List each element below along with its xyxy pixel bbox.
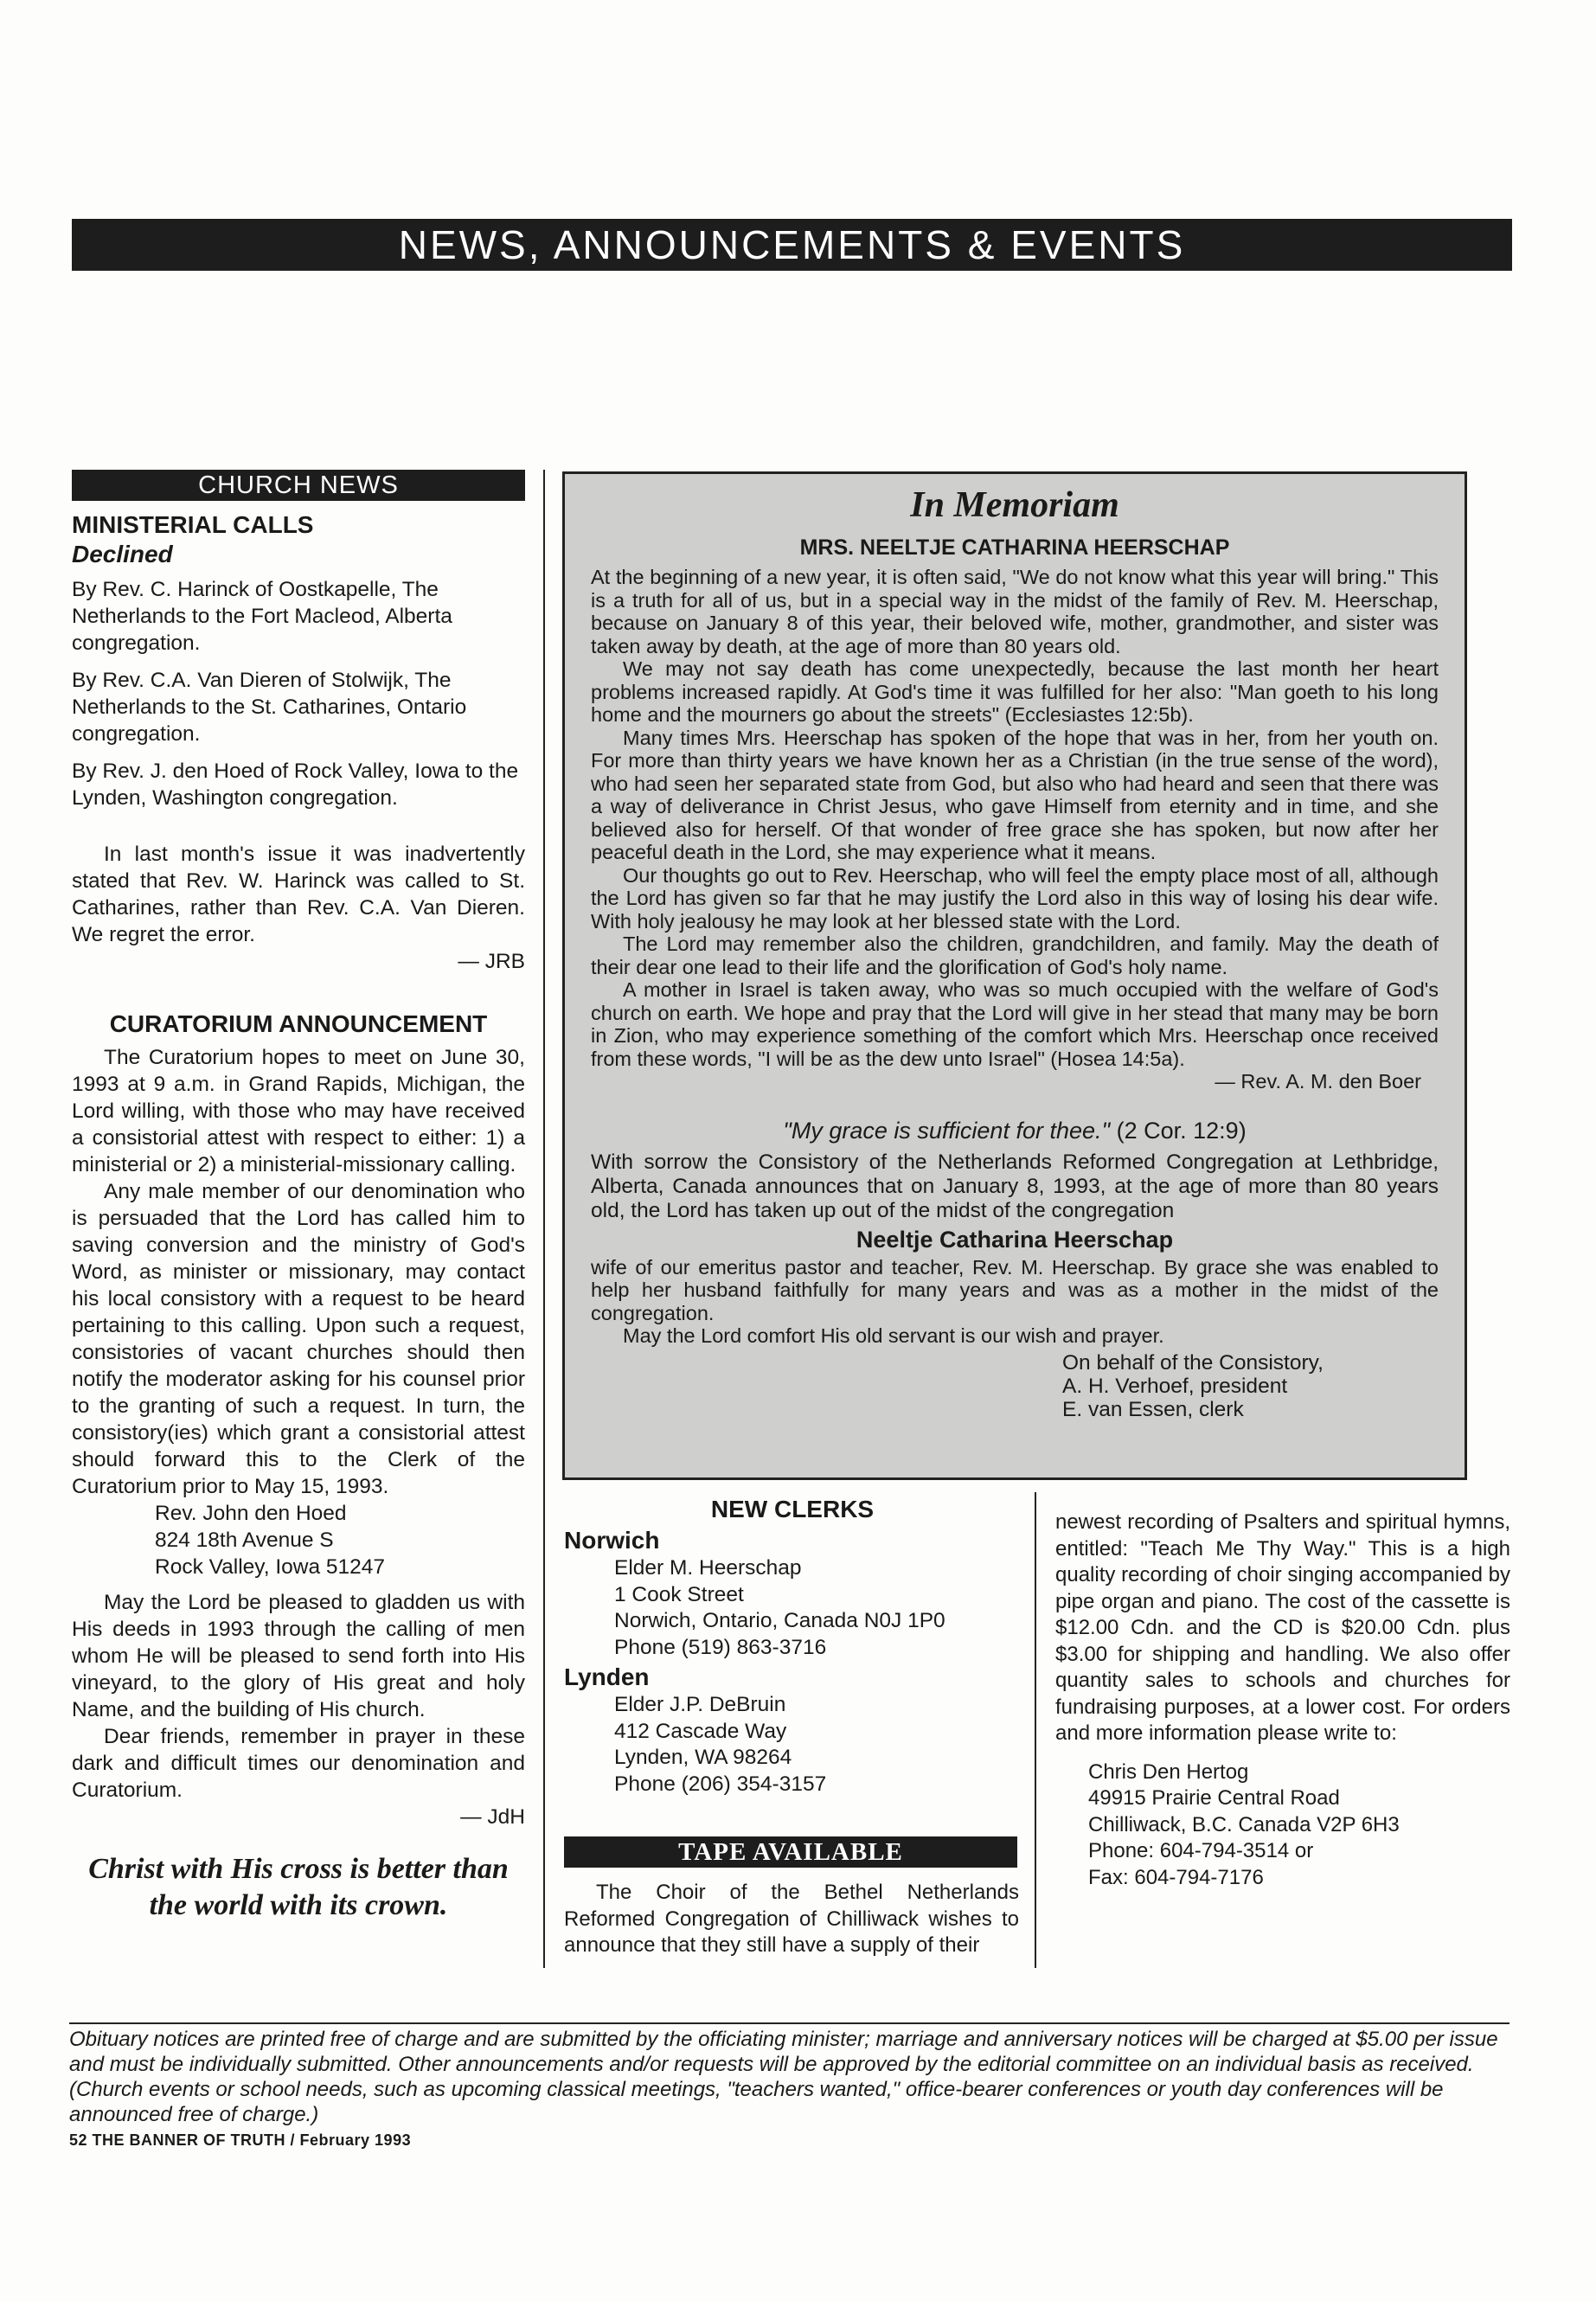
verse-reference: (2 Cor. 12:9) (1116, 1117, 1247, 1144)
left-column (72, 510, 525, 1924)
signature-jrb: — JRB (458, 950, 525, 973)
call-item: By Rev. C.A. Van Dieren of Stolwijk, The Netherlands to the St. Catharines, Ontario congregation. (72, 669, 467, 746)
ministerial-calls-heading: MINISTERIAL CALLS (72, 511, 314, 538)
curatorium-paragraph: Any male member of our denomination who is persuaded that the Lord has called him to saving conversion and the ministry of God's Word, as minister or missionary, may contact his local consistory with a request to be heard pertaining to this calling. Upon such a request, consistories of vacant churches should then notify the moderator asking for his counsel prior to the granting of such a request. In turn, the consistory(ies) which grant a consistorial attest should forward this to the Clerk of the Curatorium prior to May 15, 1993. (72, 1180, 525, 1498)
memoriam-title: In Memoriam (910, 485, 1119, 525)
memoriam-paragraph: Our thoughts go out to Rev. Heerschap, who will feel the empty place most of all, although the Lord has given so far that he may justify the Lord also in this way of losing his dear wife. With holy jealousy he may look at her blessed state with the Lord. (591, 863, 1439, 933)
church-news-bar: CHURCH NEWS (72, 470, 525, 501)
lynden-address (564, 1692, 1021, 1798)
scripture-verse (591, 1116, 1439, 1145)
consistory-notice: May the Lord comfort His old servant is our wish and prayer. (623, 1324, 1164, 1347)
consistory-notice: With sorrow the Consistory of the Netherlands Reformed Congregation at Lethbridge, Alberta, Canada announces that on January 8, 1993, at the age of more than 80 years old, the Lord has taken up out of the midst of the congregation (591, 1150, 1439, 1222)
tape-paragraph-2: newest recording of Psalters and spiritual hymns, entitled: "Teach Me Thy Way." This is a high quality recording of choir singing accompanied by pipe organ and piano. The cost of the cassette is $12.00 Cdn. and the CD is $20.00 Cdn. plus $3.00 for shipping and handling. We also offer quantity sales to schools and churches for fundraising purposes, at a lower cost. For orders and more information please write to: (1055, 1510, 1510, 1745)
tape-available-bar: TAPE AVAILABLE (564, 1836, 1017, 1868)
memoriam-paragraph: Many times Mrs. Heerschap has spoken of the hope that was in her, from her youth on. For more than thirty years we have known her as a Christian (in the true sense of the word), who had seen her separated state from God, but also who had heard and seen that there was a way of deliverance in Christ Jesus, who gave Himself from eternity and in time, and she believed also for herself. Of that wonder of free grace she has spoken, but now after her peaceful death in the Lord, she may experience what it means. (591, 726, 1439, 863)
address-line: Phone (519) 863-3716 (614, 1635, 827, 1659)
address-block (72, 1500, 525, 1580)
lynden-heading: Lynden (564, 1663, 650, 1690)
column-divider (1035, 1492, 1036, 1968)
address-line: 412 Cascade Way (614, 1719, 787, 1743)
call-item: By Rev. J. den Hoed of Rock Valley, Iowa to the Lynden, Washington congregation. (72, 760, 519, 810)
memoriam-paragraph: The Lord may remember also the children, grandchildren, and family. May the death of their dear one lead to their life and the glorification of God's holy name. (591, 933, 1439, 978)
curatorium-paragraph: May the Lord be pleased to gladden us with His deeds in 1993 through the calling of men whom He will be pleased to send forth into His vineyard, to the glory of His great and holy Name, and the building of His church. (72, 1591, 525, 1721)
call-item: By Rev. C. Harinck of Oostkapelle, The Netherlands to the Fort Macleod, Alberta congregation. (72, 578, 452, 655)
curatorium-paragraph: The Curatorium hopes to meet on June 30, 1993 at 9 a.m. in Grand Rapids, Michigan, the Lord willing, with those who may have received a consistorial attest with respect to either: 1) a ministerial or 2) a ministerial-missionary calling. (72, 1046, 525, 1176)
memoriam-paragraph: At the beginning of a new year, it is often said, "We do not know what this year will bring." This is a truth for all of us, but in a special way in the midst of the family of Rev. M. Heerschap, because on January 8 of this year, their beloved wife, mother, grandmother, and sister was taken away by death, at the age of more than 80 years old. (591, 566, 1439, 657)
new-clerks-section (564, 1495, 1021, 1798)
slogan: Christ with His cross is better than the world with its crown. (88, 1853, 509, 1921)
address-line: Elder M. Heerschap (614, 1556, 802, 1580)
tape-contact (1055, 1759, 1510, 1892)
norwich-address (564, 1555, 1021, 1661)
correction-note: In last month's issue it was inadvertently stated that Rev. W. Harinck was called to St. Catharines, rather than Rev. C.A. Van Dieren. We regret the error. (72, 843, 525, 946)
address-line: Elder J.P. DeBruin (614, 1693, 786, 1716)
footer-rule (69, 2022, 1509, 2024)
behalf-line: A. H. Verhoef, president (1062, 1374, 1288, 1398)
tape-continued (1055, 1509, 1510, 1891)
verse-text: "My grace is sufficient for thee." (783, 1117, 1111, 1144)
curatorium-paragraph: Dear friends, remember in prayer in these dark and difficult times our denomination and Curatorium. (72, 1725, 525, 1802)
contact-line: Fax: 604-794-7176 (1088, 1865, 1264, 1889)
new-clerks-heading: NEW CLERKS (710, 1496, 875, 1522)
deceased-name: Neeltje Catharina Heerschap (856, 1226, 1174, 1253)
behalf-line: E. van Essen, clerk (1062, 1397, 1244, 1421)
consistory-notice: wife of our emeritus pastor and teacher, Rev. M. Heerschap. By grace she was enabled to help her husband faithfully for many years and was as a mother in the midst of the congregation. (591, 1255, 1439, 1324)
behalf-line: On behalf of the Consistory, (1062, 1350, 1324, 1375)
behalf-block (591, 1351, 1439, 1421)
address-line: 824 18th Avenue S (155, 1529, 334, 1552)
memoriam-signature: — Rev. A. M. den Boer (1215, 1070, 1421, 1093)
memoriam-paragraph: A mother in Israel is taken away, who was so much occupied with the welfare of God's church on earth. We hope and pray that the Lord will give in her stead that many may be born in Zion, who may experience something of the comfort which Mrs. Heerschap once received from these words, "I will be as the dew unto Israel" (Hosea 14:5a). (591, 978, 1439, 1070)
address-line: Rock Valley, Iowa 51247 (155, 1555, 386, 1579)
address-line: Phone (206) 354-3157 (614, 1772, 827, 1796)
memoriam-name: MRS. NEELTJE CATHARINA HEERSCHAP (799, 535, 1230, 560)
page-footer-line: 52 THE BANNER OF TRUTH / February 1993 (69, 2131, 412, 2149)
in-memoriam-box (562, 471, 1467, 1480)
column-divider (543, 470, 545, 1968)
contact-line: Phone: 604-794-3514 or (1088, 1839, 1314, 1862)
memoriam-paragraph: We may not say death has come unexpectedly, because the last month her heart problems increased rapidly. At God's time it was fulfilled for her also: "Man goeth to his long home and the mourners go about the streets" (Ecclesiastes 12:5b). (591, 657, 1439, 726)
norwich-heading: Norwich (564, 1527, 660, 1554)
curatorium-heading: CURATORIUM ANNOUNCEMENT (109, 1010, 488, 1037)
signature-jdh: — JdH (460, 1805, 525, 1829)
contact-line: Chilliwack, B.C. Canada V2P 6H3 (1088, 1812, 1400, 1836)
declined-label: Declined (72, 541, 173, 567)
tape-paragraph-1: The Choir of the Bethel Netherlands Reformed Congregation of Chilliwack wishes to announce that they still have a supply of their (564, 1881, 1019, 1957)
footer-note: Obituary notices are printed free of charge and are submitted by the officiating minister; marriage and anniversary notices will be charged at $5.00 per issue and must be individually submitted. Other announcements and/or requests will be approved by the editorial committee on an individual basis as received. (Church events or school needs, such as upcoming classical meetings, "teachers wanted," office-bearer conferences or youth day conferences will be announced free of charge.) (69, 2028, 1498, 2126)
address-line: 1 Cook Street (614, 1582, 744, 1606)
contact-line: 49915 Prairie Central Road (1088, 1786, 1340, 1810)
address-line: Lynden, WA 98264 (614, 1746, 792, 1769)
address-line: Norwich, Ontario, Canada N0J 1P0 (614, 1609, 945, 1632)
contact-line: Chris Den Hertog (1088, 1759, 1249, 1784)
address-line: Rev. John den Hoed (155, 1502, 347, 1525)
section-banner: NEWS, ANNOUNCEMENTS & EVENTS (72, 219, 1512, 271)
